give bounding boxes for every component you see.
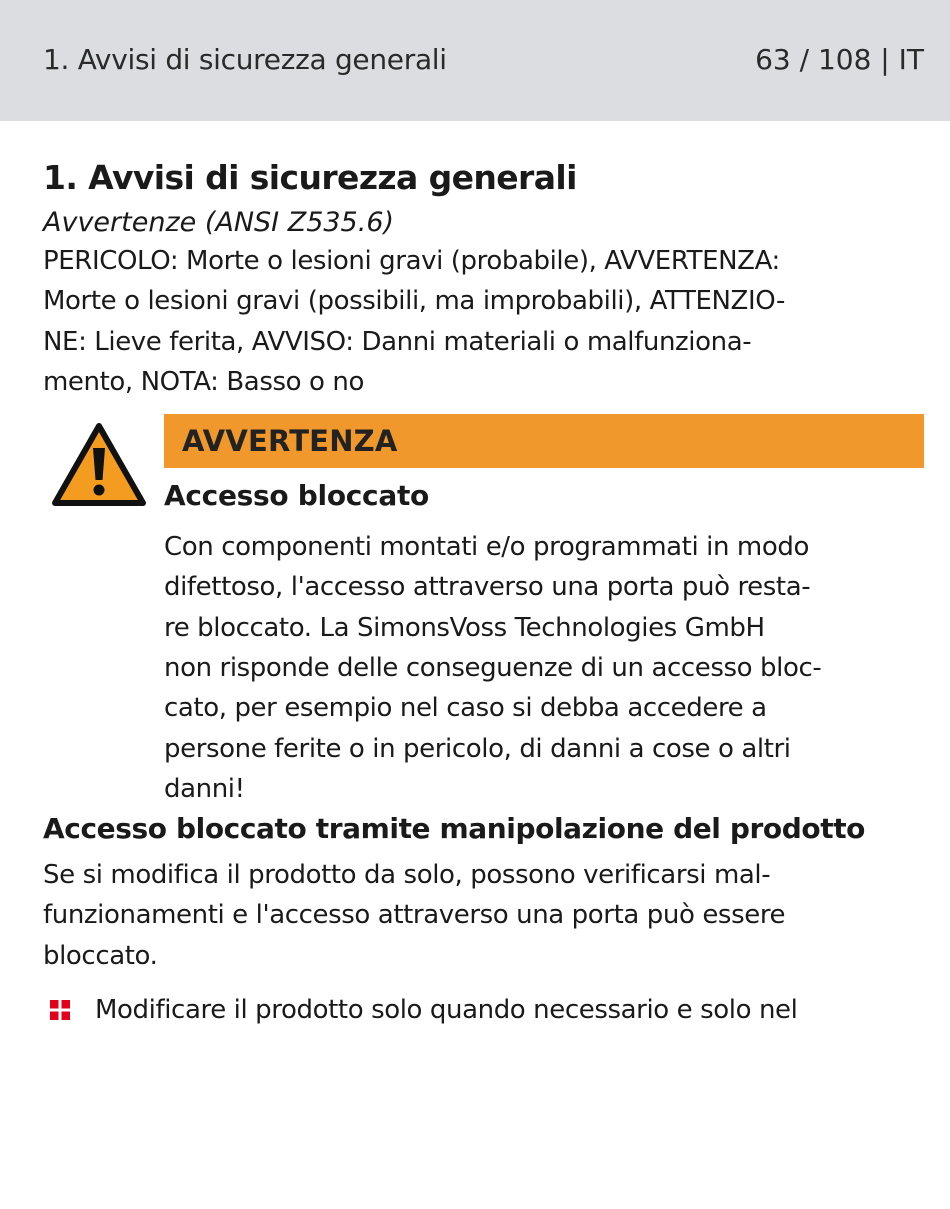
warning-triangle-icon	[51, 422, 147, 508]
manipulation-text-line: bloccato.	[43, 940, 158, 971]
warning-text-line: Con componenti montati e/o programmati in modo	[164, 532, 809, 563]
red-square-bullet-icon	[50, 1000, 70, 1020]
warning-block	[43, 414, 928, 809]
warning-label: AVVERTENZA	[182, 424, 398, 459]
page-header	[0, 0, 950, 121]
warning-text	[164, 527, 934, 809]
bullet-text: Modificare il prodotto solo quando necessario e solo nel	[95, 995, 798, 1026]
warning-text-line: persone ferite o in pericolo, di danni a cose o altri	[164, 733, 791, 764]
warning-text-line: cato, per esempio nel caso si debba accedere a	[164, 693, 767, 724]
section-subtitle: Avvertenze (ANSI Z535.6)	[43, 207, 395, 238]
header-title: 1. Avvisi di sicurezza generali	[43, 43, 447, 76]
warning-text-line: non risponde delle conseguenze di un accesso bloc-	[164, 653, 822, 684]
manipulation-text-line: funzionamenti e l'accesso attraverso una porta può essere	[43, 900, 786, 931]
manipulation-text-line: Se si modifica il prodotto da solo, possono verificarsi mal-	[43, 860, 771, 891]
warning-text-line: danni!	[164, 773, 245, 804]
section-title: 1. Avvisi di sicurezza generali	[43, 158, 577, 197]
header-page-info: 63 / 108 | IT	[755, 43, 924, 76]
page-content	[43, 156, 928, 1030]
intro-line: PERICOLO: Morte o lesioni gravi (probabile), AVVERTENZA:	[43, 246, 780, 276]
list-item	[43, 990, 928, 1030]
manipulation-paragraph	[43, 855, 928, 976]
warning-label-bar	[164, 414, 924, 468]
warning-heading: Accesso bloccato	[164, 479, 429, 513]
warning-text-line: re bloccato. La SimonsVoss Technologies GmbH	[164, 612, 765, 643]
intro-line: NE: Lieve ferita, AVVISO: Danni materiali o malfunziona-	[43, 326, 752, 357]
intro-line: mento, NOTA: Basso o no	[43, 366, 364, 397]
warning-text-line: difettoso, l'accesso attraverso una porta può resta-	[164, 572, 811, 603]
manipulation-heading: Accesso bloccato tramite manipolazione del prodotto	[43, 812, 866, 846]
intro-paragraph	[43, 241, 928, 402]
intro-line: Morte o lesioni gravi (possibili, ma improbabili), ATTENZIO-	[43, 286, 785, 317]
